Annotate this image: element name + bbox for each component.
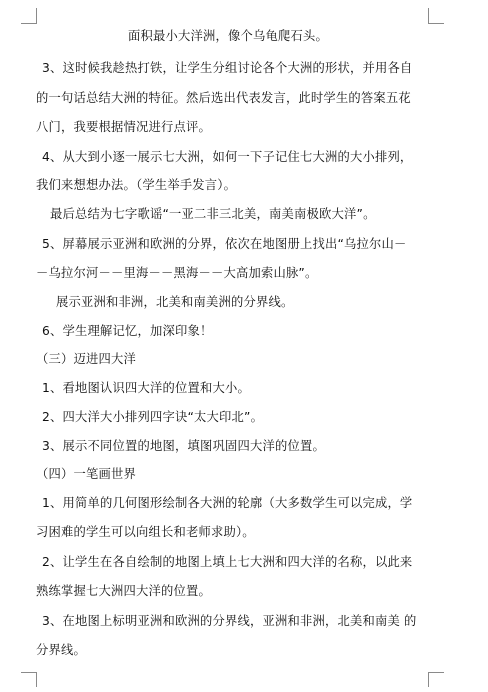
section-heading: （三）迈进四大洋 <box>36 352 136 366</box>
crop-mark-bottom-right <box>428 672 429 687</box>
text-line: 我们来想想办法。（学生举手发言）。 <box>36 178 237 192</box>
crop-mark-top-right <box>428 23 444 24</box>
text-line: 5、屏幕展示亚洲和欧洲的分界，依次在地图册上找出“乌拉尔山－ <box>42 237 407 251</box>
text-line: 1、用简单的几何图形绘制各大洲的轮廓（大多数学生可以完成，学 <box>42 496 413 510</box>
crop-mark-bottom-left <box>36 672 37 687</box>
text-line: 3、展示不同位置的地图，填图巩固四大洋的位置。 <box>42 439 325 453</box>
text-line: 最后总结为七字歌谣“一亚二非三北美，南美南极欧大洋”。 <box>50 207 376 221</box>
text-line: 2、让学生在各自绘制的地图上填上七大洲和四大洋的名称，以此来 <box>42 555 413 569</box>
text-line: 3、这时候我趁热打铁，让学生分组讨论各个大洲的形状，并用各自 <box>42 61 413 75</box>
text-line: 6、学生理解记忆，加深印象！ <box>42 324 213 338</box>
crop-mark-top-right <box>428 8 429 23</box>
crop-mark-top-left <box>21 23 37 24</box>
text-line: 1、看地图认识四大洋的位置和大小。 <box>42 381 250 395</box>
crop-mark-bottom-right <box>428 672 444 673</box>
text-line: 的一句话总结大洲的特征。然后选出代表发言，此时学生的答案五花 <box>36 91 411 105</box>
text-line: 面积最小大洋洲，像个乌龟爬石头。 <box>128 29 328 43</box>
text-line: 展示亚洲和非洲，北美和南美洲的分界线。 <box>56 295 294 309</box>
text-line: 3、在地图上标明亚洲和欧洲的分界线，亚洲和非洲，北美和南美 的 <box>42 614 417 628</box>
text-line: 2、四大洋大小排列四字诀“太大印北”。 <box>42 410 264 424</box>
crop-mark-top-left <box>36 8 37 23</box>
text-line: 4、从大到小逐一展示七大洲，如何一下子记住七大洲的大小排列， <box>42 150 413 164</box>
crop-mark-bottom-left <box>21 672 37 673</box>
text-line: 习困难的学生可以向组长和老师求助）。 <box>36 525 255 539</box>
text-line: 熟练掌握七大洲四大洋的位置。 <box>36 584 211 598</box>
text-line: －乌拉尔河－－里海－－黑海－－大高加索山脉”。 <box>36 266 318 280</box>
section-heading: （四）一笔画世界 <box>36 467 136 481</box>
text-line: 分界线。 <box>36 643 86 657</box>
text-line: 八门，我要根据情况进行点评。 <box>36 120 211 134</box>
